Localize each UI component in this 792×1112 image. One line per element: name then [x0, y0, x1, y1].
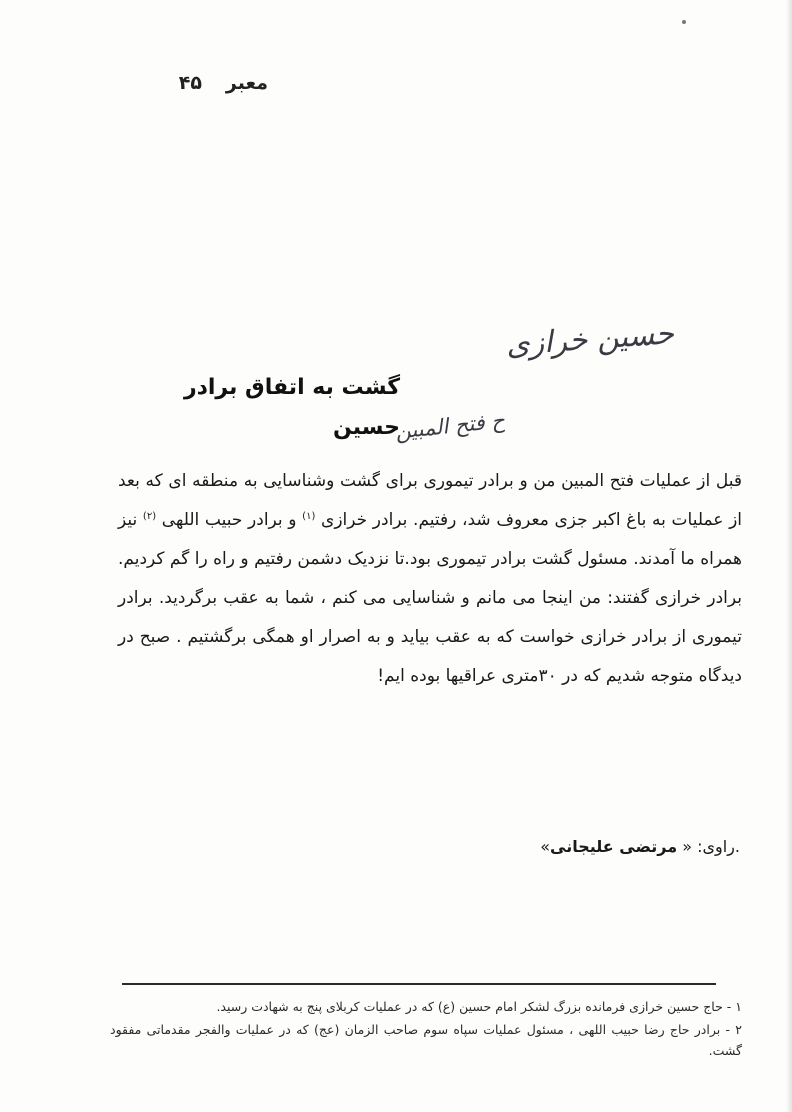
- body-segment: و برادر حبیب اللهی: [156, 510, 303, 530]
- page-number: ۴۵: [178, 72, 202, 94]
- narrator-name: مرتضی علیجانی: [550, 837, 678, 856]
- narrator-label: .راوی: «: [682, 837, 740, 856]
- handwritten-operation-note: ح فتح المبین: [394, 408, 506, 444]
- article-body: [118, 462, 742, 696]
- footnote-1: ۱ - حاج حسین خرازی فرمانده بزرگ لشکر امام حسین (ع) که در عملیات کربلای پنج به شهادت رسید.: [216, 999, 742, 1014]
- book-title: معبر: [225, 72, 268, 94]
- narrator-credit: [360, 832, 740, 862]
- body-segment: قبل از عملیات فتح المبین من و برادر تیموری برای گشت وشناسایی به منطقه ای که بعد از عملیات به باغ اکبر جزی معروف شد، رفتیم. برادر خرازی: [118, 471, 743, 530]
- footnote-ref-2: (۲): [142, 511, 157, 522]
- body-segment: نیز همراه ما آمدند. مسئول گشت برادر تیموری بود.تا نزدیک دشمن رفتیم و راه را گم کردیم. برادر خرازی گفتند: من اینجا می مانم و شناسایی می کنم ، شما به عقب برگردید. برادر تیموری از برادر خرازی خواست که به عقب بیاید و به اصرار او همگی برگشتیم . صبح در دیدگاه متوجه شدیم که در ۳۰متری عراقیها بوده ایم!: [118, 510, 742, 686]
- article-title: گشت به اتفاق برادر حسین: [183, 375, 400, 440]
- footnotes: [110, 996, 742, 1063]
- footnote-divider: [122, 983, 716, 985]
- handwritten-name-note: حسین خرازی: [504, 316, 676, 363]
- footnote-2: ۲ - برادر حاج رضا حبیب اللهی ، مسئول عملیات سپاه سوم صاحب الزمان (عج) که در عملیات والفجر مقدماتی مفقود گشت.: [110, 1022, 742, 1058]
- running-header: [148, 66, 268, 100]
- narrator-close: »: [540, 837, 550, 856]
- scan-shadow-edge: [786, 0, 792, 1112]
- scan-speck: [682, 20, 686, 24]
- footnote-ref-1: (۱): [302, 511, 316, 522]
